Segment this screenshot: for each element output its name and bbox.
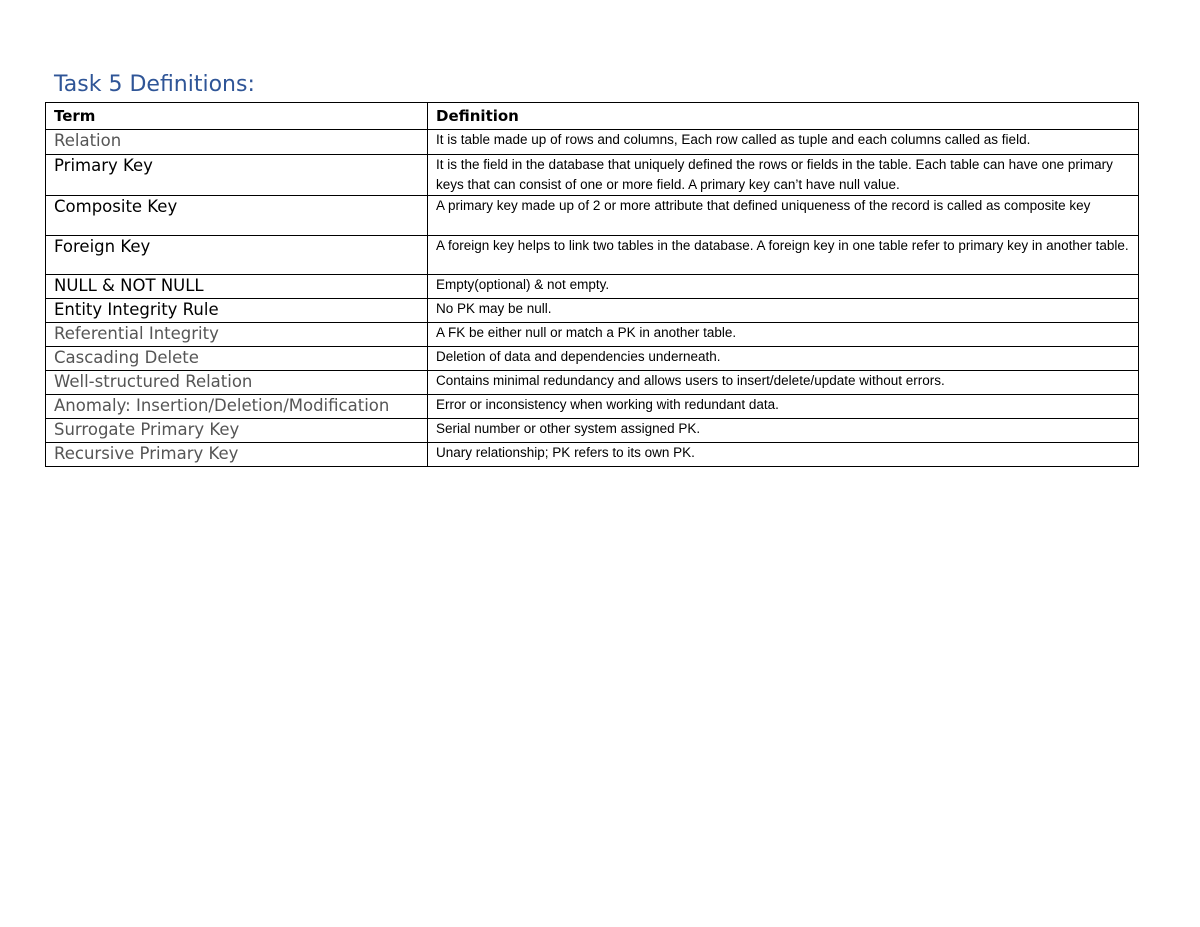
term-cell: Well-structured Relation: [46, 371, 428, 395]
definition-cell: Contains minimal redundancy and allows users to insert/delete/update without errors.: [428, 371, 1139, 395]
table-row: [46, 130, 1139, 155]
table-row: [46, 155, 1139, 196]
definition-cell: Unary relationship; PK refers to its own PK.: [428, 443, 1139, 467]
term-cell: Cascading Delete: [46, 347, 428, 371]
header-term: Term: [46, 103, 428, 130]
table-header-row: [46, 103, 1139, 130]
definition-cell: Serial number or other system assigned PK.: [428, 419, 1139, 443]
table-row: [46, 196, 1139, 236]
table-row: [46, 275, 1139, 299]
table-row: [46, 236, 1139, 275]
term-cell: Entity Integrity Rule: [46, 299, 428, 323]
table-row: [46, 419, 1139, 443]
definition-cell: Deletion of data and dependencies underneath.: [428, 347, 1139, 371]
definition-cell: Empty(optional) & not empty.: [428, 275, 1139, 299]
term-cell: Composite Key: [46, 196, 428, 236]
term-cell: Surrogate Primary Key: [46, 419, 428, 443]
table-row: [46, 323, 1139, 347]
definition-cell: A primary key made up of 2 or more attribute that defined uniqueness of the record is called as composite key: [428, 196, 1139, 236]
header-definition: Definition: [428, 103, 1139, 130]
table-row: [46, 347, 1139, 371]
definition-cell: A FK be either null or match a PK in another table.: [428, 323, 1139, 347]
term-cell: Relation: [46, 130, 428, 155]
definition-cell: It is the field in the database that uniquely defined the rows or fields in the table. Each table can have one primary keys that can consist of one or more field. A primary key can’t have null value.: [428, 155, 1139, 196]
definition-cell: No PK may be null.: [428, 299, 1139, 323]
table-row: [46, 371, 1139, 395]
term-cell: Recursive Primary Key: [46, 443, 428, 467]
term-cell: Anomaly: Insertion/Deletion/Modification: [46, 395, 428, 419]
table-row: [46, 299, 1139, 323]
term-cell: Primary Key: [46, 155, 428, 196]
table-row: [46, 443, 1139, 467]
definitions-table: [45, 102, 1139, 467]
definition-cell: Error or inconsistency when working with redundant data.: [428, 395, 1139, 419]
table-row: [46, 395, 1139, 419]
term-cell: Referential Integrity: [46, 323, 428, 347]
term-cell: Foreign Key: [46, 236, 428, 275]
definition-cell: It is table made up of rows and columns, Each row called as tuple and each columns called as field.: [428, 130, 1139, 155]
definition-cell: A foreign key helps to link two tables in the database. A foreign key in one table refer to primary key in another table.: [428, 236, 1139, 275]
page-title: Task 5 Definitions:: [54, 72, 255, 97]
term-cell: NULL & NOT NULL: [46, 275, 428, 299]
